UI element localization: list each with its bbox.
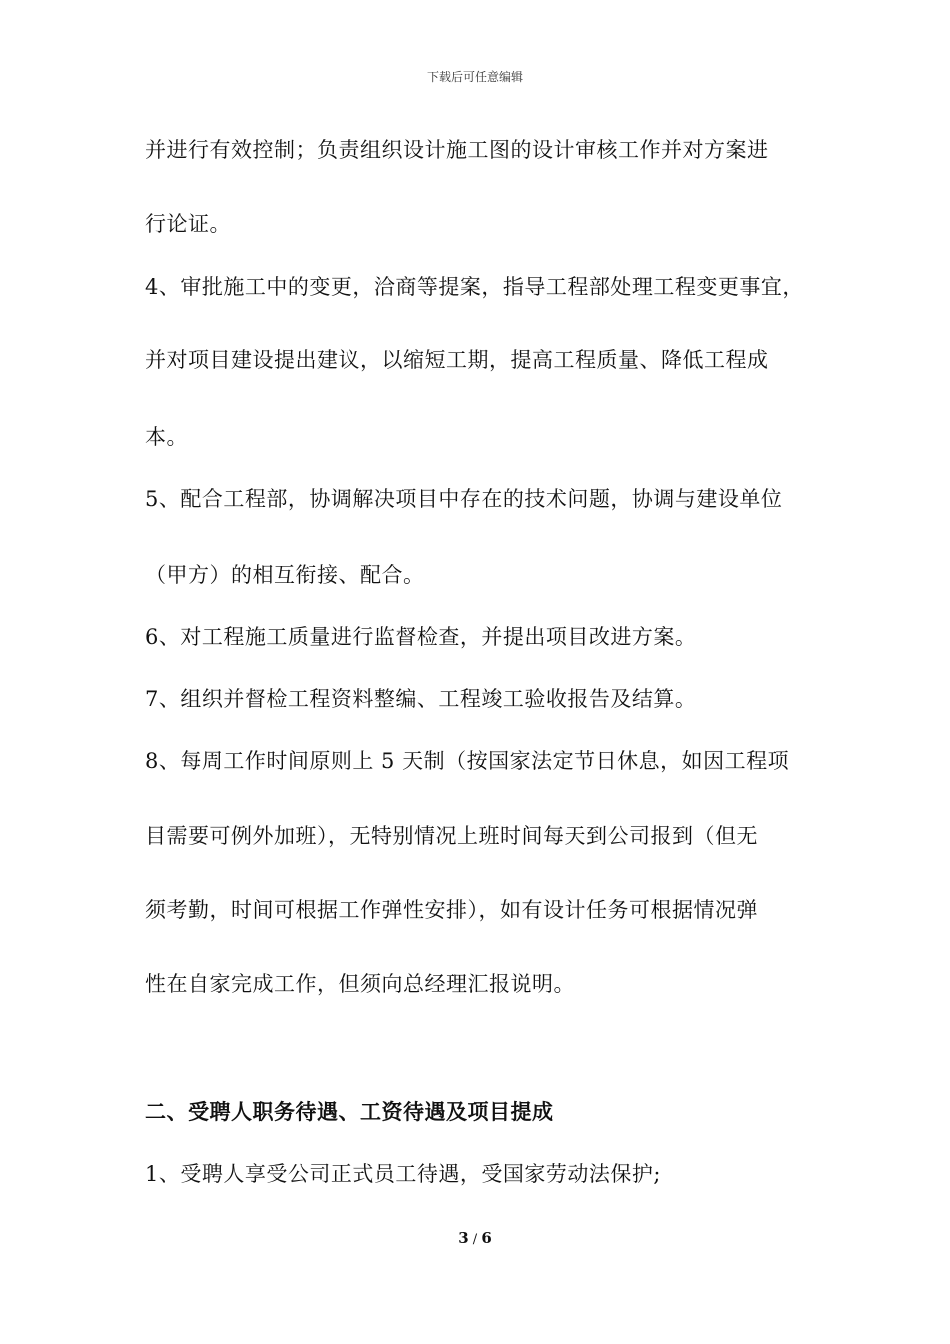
body-line: 行论证。 (145, 212, 231, 236)
body-line: （甲方）的相互衔接、配合。 (145, 563, 425, 587)
body-line: 并对项目建设提出建议，以缩短工期，提高工程质量、降低工程成 (145, 348, 769, 372)
body-line: 7、组织并督检工程资料整编、工程竣工验收报告及结算。 (145, 687, 697, 711)
page-header: 下载后可任意编辑 (426, 70, 523, 84)
body-line: 5、配合工程部，协调解决项目中存在的技术问题，协调与建设单位 (145, 487, 783, 511)
page-separator: / (468, 1232, 482, 1247)
body-line: 6、对工程施工质量进行监督检查，并提出项目改进方案。 (145, 625, 697, 649)
page-number (0, 1229, 950, 1247)
body-line: 并进行有效控制；负责组织设计施工图的设计审核工作并对方案进 (145, 138, 769, 162)
body-line: 目需要可例外加班），无特别情况上班时间每天到公司报到（但无 (145, 824, 758, 848)
current-page: 3 (458, 1229, 469, 1247)
body-line: 4、审批施工中的变更，洽商等提案，指导工程部处理工程变更事宜， (145, 275, 804, 299)
body-line: 1、受聘人享受公司正式员工待遇，受国家劳动法保护; (145, 1162, 661, 1186)
body-line: 本。 (145, 425, 188, 449)
total-pages: 6 (481, 1229, 492, 1247)
body-line: 须考勤，时间可根据工作弹性安排），如有设计任务可根据情况弹 (145, 898, 758, 922)
section-heading: 二、受聘人职务待遇、工资待遇及项目提成 (145, 1099, 554, 1124)
body-line: 性在自家完成工作，但须向总经理汇报说明。 (145, 972, 575, 996)
body-line: 8、每周工作时间原则上 5 天制（按国家法定节日休息，如因工程项 (145, 749, 790, 773)
